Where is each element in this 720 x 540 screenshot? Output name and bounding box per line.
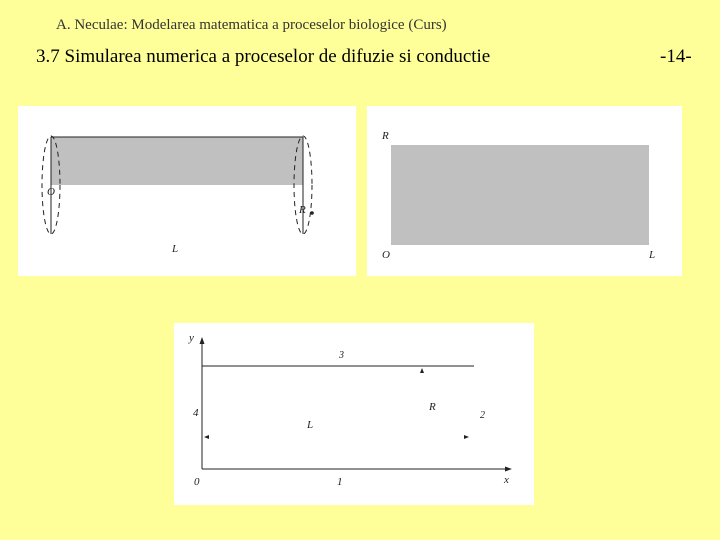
domain-l-label: L	[307, 419, 314, 431]
boundary-marker-top	[420, 368, 424, 373]
boundary-marker-right	[464, 435, 469, 439]
rectangle-shaded-region	[391, 145, 649, 245]
course-header: A. Neculae: Modelarea matematica a proceselor biologice (Curs)	[56, 17, 447, 33]
rectangle-diagram	[367, 106, 682, 276]
side-3-label: 3	[339, 350, 344, 361]
domain-r-label: R	[429, 401, 436, 413]
cylinder-shaded-region	[51, 137, 303, 185]
slide-title: 3.7 Simularea numerica a proceselor de difuzie si conductie	[36, 46, 491, 67]
y-axis-arrow	[200, 337, 205, 344]
rectangle-figure	[367, 106, 682, 276]
cylinder-origin-label: O	[47, 186, 55, 198]
side-4-label: 4	[193, 407, 199, 419]
side-1-label: 1	[337, 476, 343, 488]
cylinder-radius-label: R	[299, 204, 306, 216]
domain-diagram	[174, 323, 534, 505]
rectangle-o-label: O	[382, 249, 390, 261]
rectangle-r-label: R	[382, 130, 389, 142]
domain-figure	[174, 323, 534, 505]
radius-marker	[310, 211, 314, 215]
boundary-marker-left	[204, 435, 209, 439]
cylinder-length-label: L	[172, 243, 179, 255]
side-2-label: 2	[480, 410, 485, 421]
y-axis-label: y	[189, 332, 194, 344]
page-number: -14-	[660, 46, 692, 67]
rectangle-l-label: L	[649, 249, 656, 261]
origin-label: 0	[194, 476, 200, 488]
cylinder-diagram	[18, 106, 356, 276]
x-axis-label: x	[504, 474, 509, 486]
x-axis-arrow	[505, 467, 512, 472]
cylinder-figure	[18, 106, 356, 276]
